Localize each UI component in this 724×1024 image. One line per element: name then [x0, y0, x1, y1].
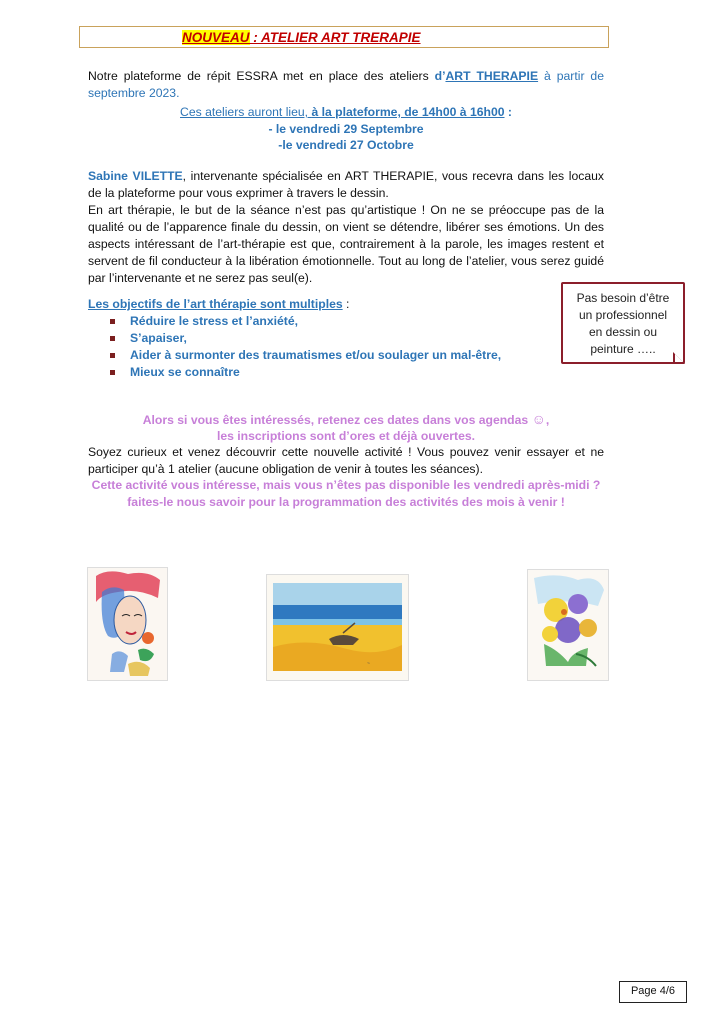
- schedule-bold: à la plateforme, de 14h00 à 16h00: [311, 105, 505, 119]
- flowers-painting-svg: [528, 570, 608, 680]
- schedule-line: [88, 104, 604, 121]
- callout-note: [561, 282, 685, 364]
- presenter-name: Sabine VILETTE: [88, 169, 183, 183]
- beach-painting-image: [266, 574, 409, 681]
- invite-line-3: Cette activité vous intéresse, mais vous n’êtes pas disponible les vendredi après-midi ?: [91, 478, 601, 492]
- intro-d-prefix: d’: [434, 69, 446, 83]
- list-item: Réduire le stress et l’anxiété,: [88, 313, 558, 330]
- callout-line: en dessin ou: [588, 325, 658, 339]
- svg-text:~: ~: [367, 661, 370, 667]
- flowers-painting-image: [527, 569, 609, 681]
- objectives-list: [88, 313, 558, 381]
- presenter-paragraph: [88, 168, 604, 202]
- list-item: Aider à surmonter des traumatismes et/ou soulager un mal-être,: [88, 347, 558, 364]
- bullet-icon: [110, 353, 115, 358]
- callout-line: un professionnel: [578, 308, 668, 322]
- bullet-icon: [110, 370, 115, 375]
- presenter-text: , intervenante spécialisée en ART THERAPIE, vous recevra dans les locaux de la plateforme pour vous exprimer à travers le dessin.: [88, 169, 604, 200]
- portrait-painting-svg: [88, 568, 167, 680]
- schedule-date-2: -le vendredi 27 Octobre: [278, 138, 414, 152]
- art-therapy-paragraph: En art thérapie, le but de la séance n’est pas qu’artistique ! On ne se préoccupe pas de la qualité ou de l’apparence finale du dessin, on vient se détendre, libérer ses émotions. Un des aspects intéressant de l’art-thérapie est que, contrairement à la parole, les images restent et servent de fil conducteur à la libération émotionnelle. Tout au long de l’atelier, vous serez guidé par l’intervenante et ne serez pas seul(e).: [88, 203, 604, 285]
- bullet-icon: [110, 336, 115, 341]
- callout-line: peinture …..: [590, 342, 656, 356]
- art-therapie-link[interactable]: ART THERAPIE: [445, 69, 539, 83]
- intro-text: Notre plateforme de répit ESSRA met en place des ateliers: [88, 69, 435, 83]
- objectives-heading: [88, 296, 604, 313]
- page-fold-inner: [675, 354, 683, 362]
- page-title: [182, 30, 421, 45]
- portrait-painting-image: [87, 567, 168, 681]
- invite-paragraph: Soyez curieux et venez découvrir cette nouvelle activité ! Vous pouvez venir essayer et ne participer qu’à 1 atelier (aucune obligation de venir à toutes les séances).: [88, 445, 604, 476]
- smiley-icon: ☺: [531, 411, 546, 427]
- title-rest: : ATELIER ART TRERAPIE: [249, 30, 421, 45]
- schedule-plain: Ces ateliers auront lieu,: [180, 105, 312, 119]
- title-new: NOUVEAU: [182, 30, 250, 45]
- list-item: S’apaiser,: [88, 330, 558, 347]
- schedule-end: :: [504, 105, 512, 119]
- bullet-icon: [110, 319, 115, 324]
- invite-line-1: Alors si vous êtes intéressés, retenez ces dates dans vos agendas ☺,: [142, 411, 550, 427]
- objectives-heading-end: :: [342, 297, 350, 311]
- list-item: Mieux se connaître: [88, 364, 558, 381]
- invite-line-4: faites-le nous savoir pour la programmation des activités des mois à venir !: [127, 495, 565, 509]
- objectives-heading-text: Les objectifs de l’art thérapie sont multiples: [88, 297, 343, 311]
- invite-line-2: les inscriptions sont d’ores et déjà ouvertes.: [216, 429, 476, 443]
- schedule-date-1: - le vendredi 29 Septembre: [268, 122, 424, 136]
- intro-paragraph: [88, 68, 604, 102]
- callout-line: Pas besoin d’être: [576, 291, 670, 305]
- page-number: Page 4/6: [619, 981, 687, 1003]
- intro-date-text: à partir de septembre 2023.: [88, 69, 604, 100]
- beach-painting-svg: [267, 575, 408, 680]
